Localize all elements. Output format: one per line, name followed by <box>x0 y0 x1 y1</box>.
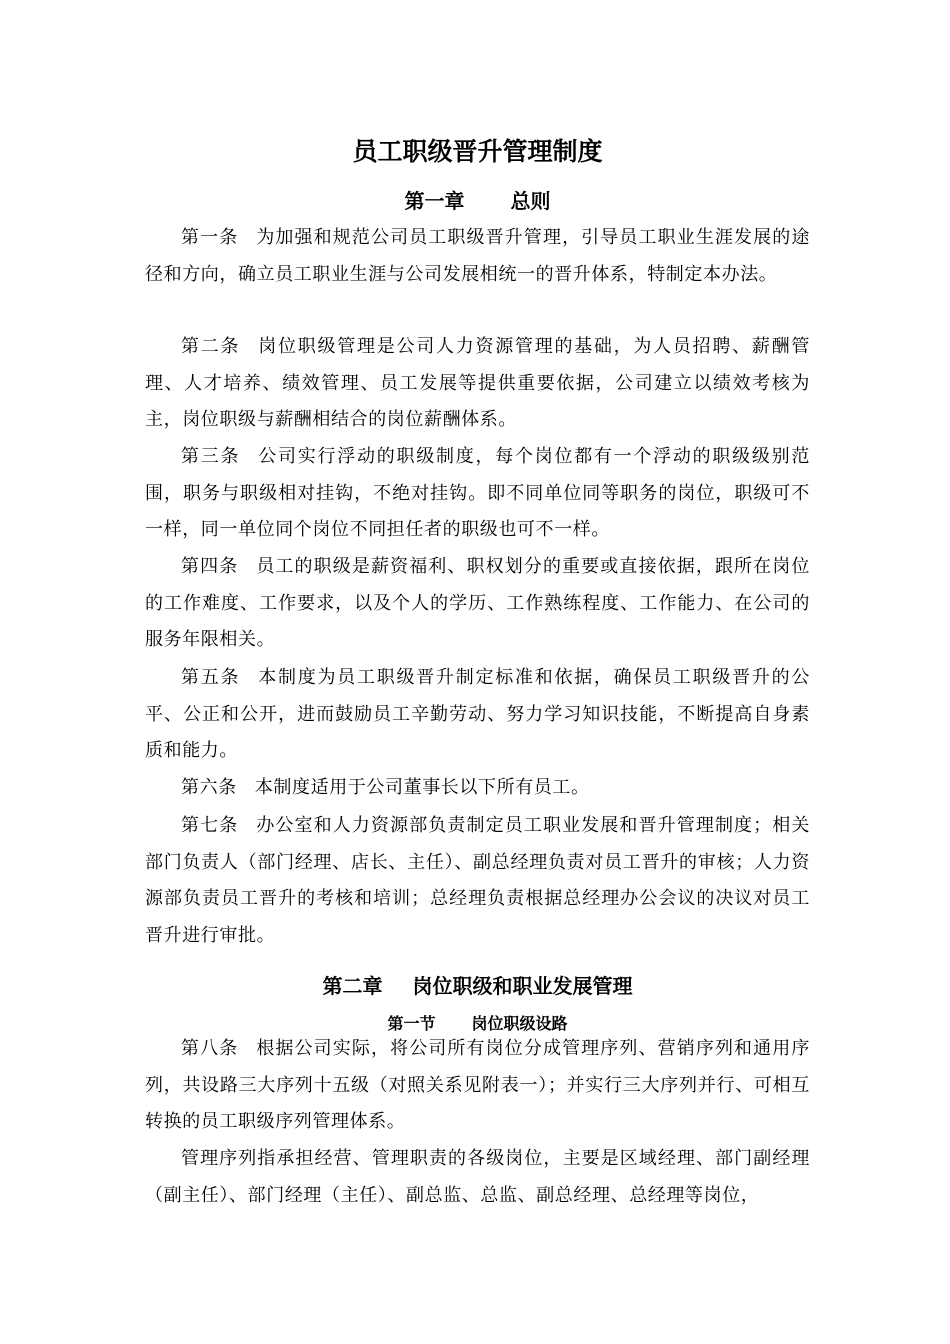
article-1-label: 第一条 <box>181 227 239 248</box>
article-6 <box>145 770 810 807</box>
chapter-2-heading <box>145 970 810 1002</box>
article-5-label: 第五条 <box>181 667 241 688</box>
article-5 <box>145 660 810 770</box>
article-8 <box>145 1031 810 1141</box>
article-7-text: 办公室和人力资源部负责制定员工职业发展和晋升管理制度；相关部门负责人（部门经理、店长、主任）、副总经理负责对员工晋升的审核；人力资源部负责员工晋升的考核和培训；总经理负责根据总经理办公会议的决议对员工晋升进行审批。 <box>145 815 810 946</box>
article-7 <box>145 808 810 954</box>
chapter-1-heading <box>145 185 810 217</box>
article-4-text: 员工的职级是薪资福利、职权划分的重要或直接依据，跟所在岗位的工作难度、工作要求，以及个人的学历、工作熟练程度、工作能力、在公司的服务年限相关。 <box>145 556 810 650</box>
article-6-label: 第六条 <box>181 777 237 798</box>
article-8-label: 第八条 <box>181 1038 239 1059</box>
article-1 <box>145 220 810 293</box>
management-sequence-text: 管理序列指承担经营、管理职责的各级岗位，主要是区域经理、部门副经理（副主任）、部门经理（主任）、副总监、总监、副总经理、总经理等岗位， <box>145 1148 810 1206</box>
article-2 <box>145 329 810 439</box>
chapter-1-name: 总则 <box>510 189 551 213</box>
article-3 <box>145 439 810 549</box>
article-4 <box>145 549 810 659</box>
article-2-label: 第二条 <box>181 336 241 357</box>
document-page <box>145 0 810 1344</box>
article-7-label: 第七条 <box>181 815 239 836</box>
management-sequence-paragraph <box>145 1141 810 1214</box>
article-1-text: 为加强和规范公司员工职级晋升管理，引导员工职业生涯发展的途径和方向，确立员工职业生涯与公司发展相统一的晋升体系，特制定本办法。 <box>145 227 810 285</box>
article-8-text: 根据公司实际，将公司所有岗位分成管理序列、营销序列和通用序列，共设路三大序列十五级（对照关系见附表一）；并实行三大序列并行、可相互转换的员工职级序列管理体系。 <box>145 1038 810 1132</box>
section-1-name: 岗位职级设路 <box>471 1014 568 1033</box>
section-1-number: 第一节 <box>387 1014 436 1033</box>
article-2-text: 岗位职级管理是公司人力资源管理的基础，为人员招聘、薪酬管理、人才培养、绩效管理、员工发展等提供重要依据，公司建立以绩效考核为主，岗位职级与薪酬相结合的岗位薪酬体系。 <box>145 336 810 430</box>
article-4-label: 第四条 <box>181 556 239 577</box>
article-3-label: 第三条 <box>181 446 241 467</box>
article-6-text: 本制度适用于公司董事长以下所有员工。 <box>254 777 590 798</box>
chapter-2-name: 岗位职级和职业发展管理 <box>412 974 633 998</box>
document-title: 员工职级晋升管理制度 <box>352 137 603 166</box>
article-5-text: 本制度为员工职级晋升制定标准和依据，确保员工职级晋升的公平、公正和公开，进而鼓励员工辛勤劳动、努力学习知识技能，不断提高自身素质和能力。 <box>145 667 810 761</box>
chapter-1-number: 第一章 <box>404 189 465 213</box>
chapter-2-number: 第二章 <box>322 974 383 998</box>
article-3-text: 公司实行浮动的职级制度，每个岗位都有一个浮动的职级级别范围，职务与职级相对挂钩，不绝对挂钩。即不同单位同等职务的岗位，职级可不一样，同一单位同个岗位不同担任者的职级也可不一样。 <box>145 446 810 540</box>
